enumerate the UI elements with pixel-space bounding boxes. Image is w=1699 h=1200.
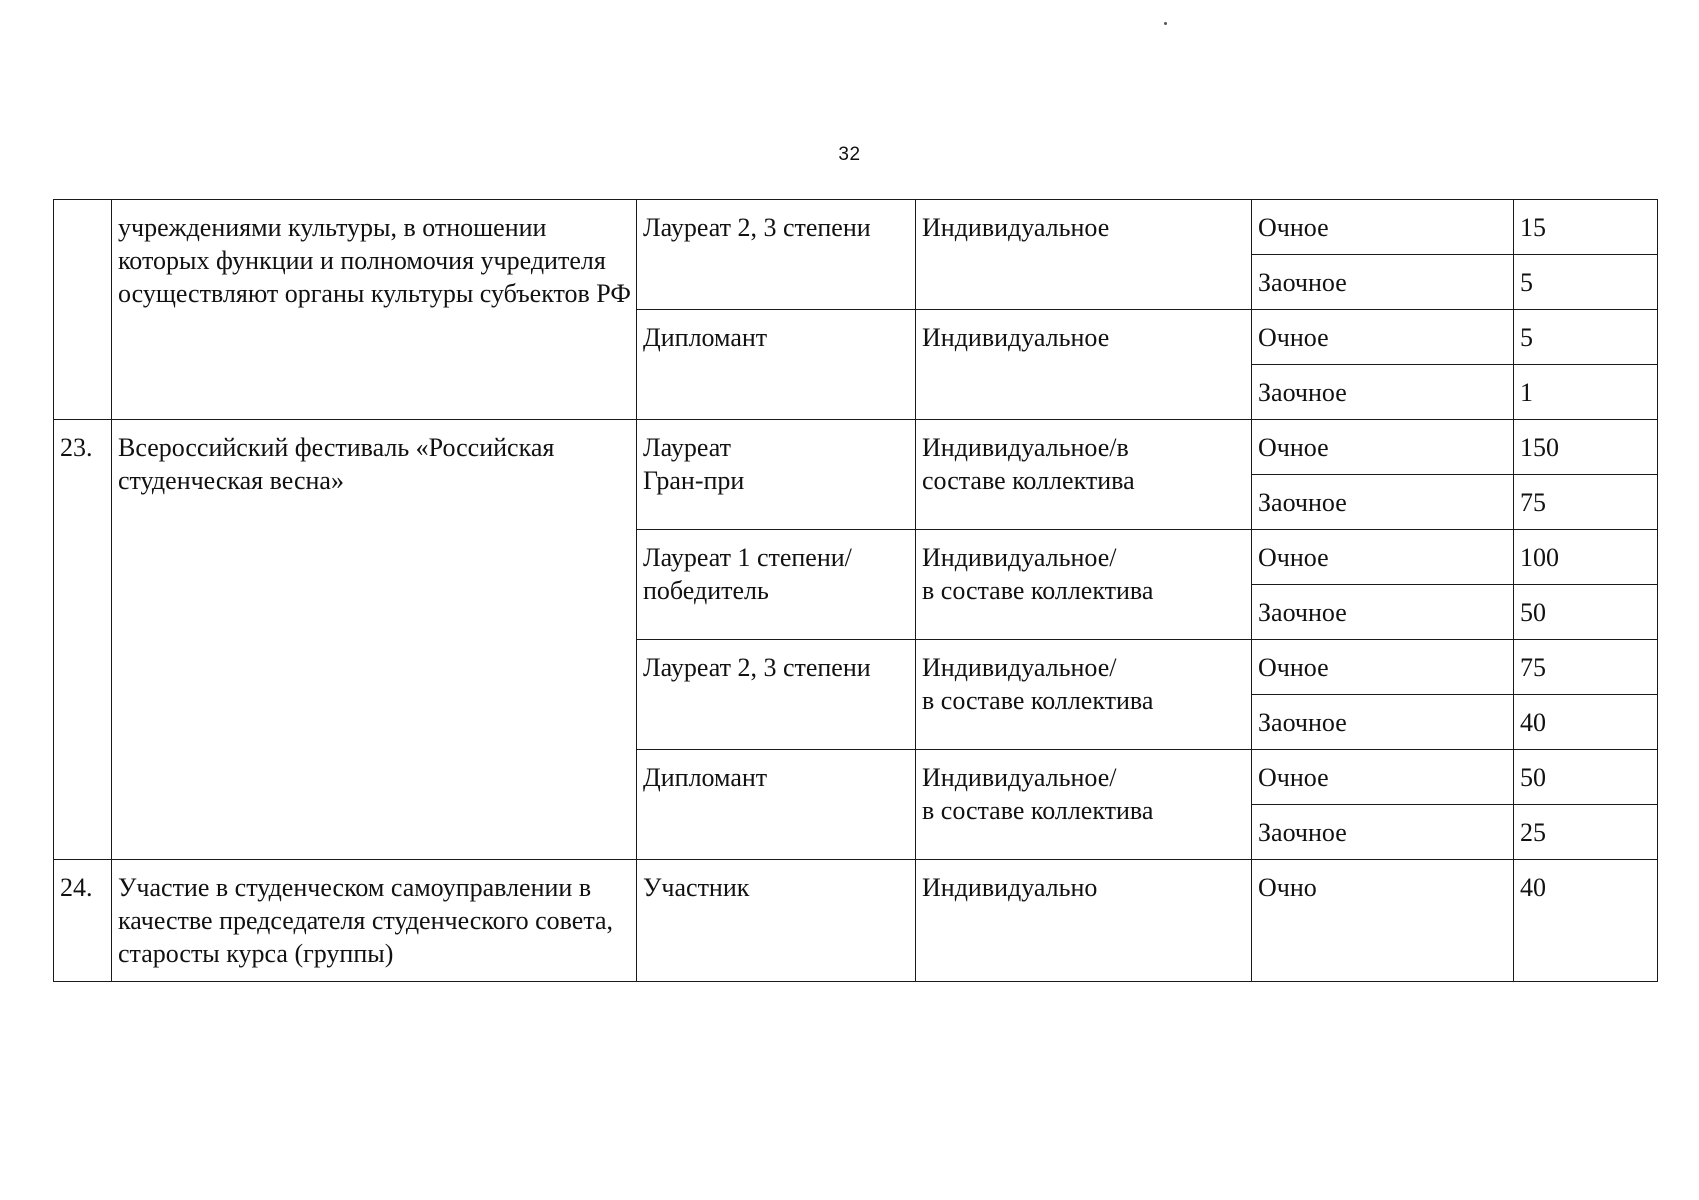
award-status: Лауреат Гран-при: [637, 420, 916, 530]
participation-form: Заочное: [1252, 695, 1514, 750]
participation-form: Очное: [1252, 310, 1514, 365]
participation-form: Заочное: [1252, 805, 1514, 860]
participation-form: Очное: [1252, 200, 1514, 255]
participation-form: Очное: [1252, 420, 1514, 475]
award-status: Лауреат 2, 3 степени: [637, 640, 916, 750]
participation-type: Индивидуальное: [916, 310, 1252, 420]
points-value: 75: [1514, 640, 1658, 695]
points-value: 150: [1514, 420, 1658, 475]
participation-form: Очное: [1252, 750, 1514, 805]
item-number: 24.: [54, 860, 112, 982]
participation-type: Индивидуальное/ в составе коллектива: [916, 750, 1252, 860]
item-number: [54, 200, 112, 420]
achievement-name: Всероссийский фестиваль «Российская студенческая весна»: [112, 420, 637, 860]
points-value: 100: [1514, 530, 1658, 585]
participation-form: Заочное: [1252, 585, 1514, 640]
scan-speck: [1164, 22, 1167, 25]
achievement-name: Участие в студенческом самоуправлении в качестве председателя студенческого совета, старосты курса (группы): [112, 860, 637, 982]
points-value: 1: [1514, 365, 1658, 420]
table-body: [54, 200, 1658, 982]
points-value: 50: [1514, 750, 1658, 805]
participation-type: Индивидуальное/ в составе коллектива: [916, 640, 1252, 750]
item-number: 23.: [54, 420, 112, 860]
points-value: 50: [1514, 585, 1658, 640]
scholarship-points-table: [53, 199, 1658, 982]
participation-form: Заочное: [1252, 475, 1514, 530]
participation-form: Заочное: [1252, 255, 1514, 310]
award-status: Участник: [637, 860, 916, 982]
participation-form: Очное: [1252, 530, 1514, 585]
page-number: 32: [838, 144, 861, 165]
participation-form: Очное: [1252, 640, 1514, 695]
points-value: 25: [1514, 805, 1658, 860]
award-status: Лауреат 1 степени/ победитель: [637, 530, 916, 640]
points-value: 75: [1514, 475, 1658, 530]
participation-type: Индивидуально: [916, 860, 1252, 982]
points-value: 5: [1514, 310, 1658, 365]
participation-type: Индивидуальное/в составе коллектива: [916, 420, 1252, 530]
award-status: Дипломант: [637, 750, 916, 860]
table-row: [54, 420, 1658, 475]
points-value: 5: [1514, 255, 1658, 310]
achievement-name: учреждениями культуры, в отношении которых функции и полномочия учредителя осуществляют органы культуры субъектов РФ: [112, 200, 637, 420]
table-row: [54, 860, 1658, 982]
award-status: Лауреат 2, 3 степени: [637, 200, 916, 310]
participation-type: Индивидуальное: [916, 200, 1252, 310]
points-value: 40: [1514, 695, 1658, 750]
points-value: 15: [1514, 200, 1658, 255]
participation-type: Индивидуальное/ в составе коллектива: [916, 530, 1252, 640]
participation-form: Очно: [1252, 860, 1514, 982]
award-status: Дипломант: [637, 310, 916, 420]
participation-form: Заочное: [1252, 365, 1514, 420]
points-value: 40: [1514, 860, 1658, 982]
table-row: [54, 200, 1658, 255]
